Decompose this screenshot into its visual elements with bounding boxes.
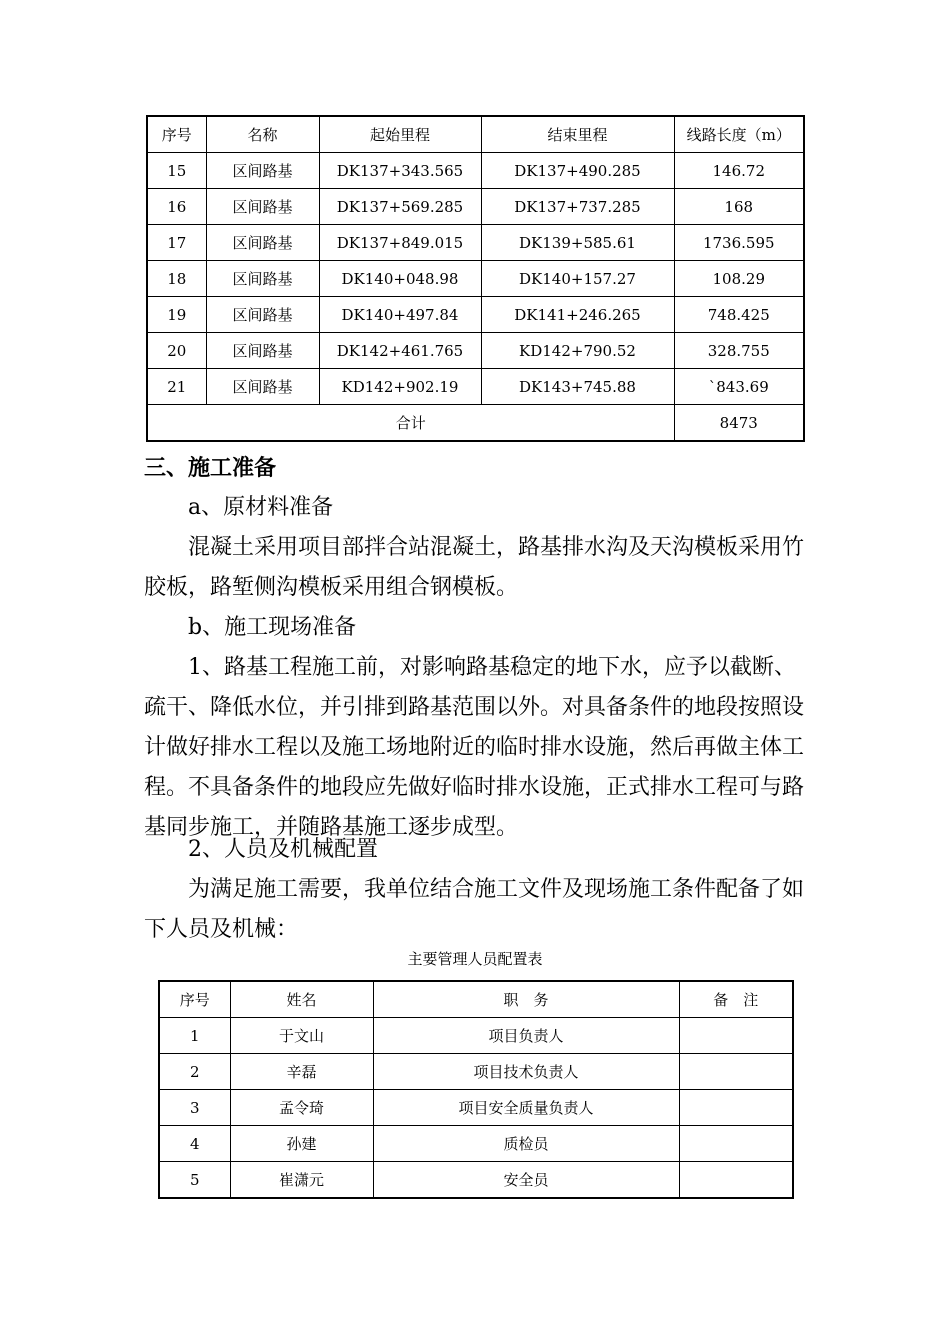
- table-header-row: [147, 116, 804, 153]
- table-cell: 1736.595: [674, 225, 804, 261]
- table-cell: 748.425: [674, 297, 804, 333]
- staff-table: [158, 980, 794, 1199]
- table-row: [159, 1162, 793, 1199]
- table-cell: [679, 1090, 793, 1126]
- header-cell: 序号: [159, 981, 230, 1018]
- table-cell: `843.69: [674, 369, 804, 405]
- header-cell: 名称: [206, 116, 319, 153]
- table-cell: DK140+157.27: [481, 261, 674, 297]
- table-row: [147, 153, 804, 189]
- table-cell: 区间路基: [206, 189, 319, 225]
- sub-heading-site: b、施工现场准备: [188, 615, 357, 640]
- table-cell: [679, 1162, 793, 1199]
- table-cell: KD142+902.19: [319, 369, 481, 405]
- table-cell: DK143+745.88: [481, 369, 674, 405]
- table-cell: 21: [147, 369, 206, 405]
- paragraph-staffing: 为满足施工需要，我单位结合施工文件及现场施工条件配备了如下人员及机械：: [144, 877, 805, 942]
- table-cell: [679, 1126, 793, 1162]
- table-cell: 15: [147, 153, 206, 189]
- total-value: 8473: [674, 405, 804, 442]
- table-cell: DK141+246.265: [481, 297, 674, 333]
- table-cell: 区间路基: [206, 333, 319, 369]
- table-cell: DK140+497.84: [319, 297, 481, 333]
- table-cell: [679, 1054, 793, 1090]
- header-cell: 起始里程: [319, 116, 481, 153]
- header-cell: 备 注: [679, 981, 793, 1018]
- table-cell: 1: [159, 1018, 230, 1054]
- table-cell: 于文山: [230, 1018, 373, 1054]
- table-row: [147, 261, 804, 297]
- table-cell: DK140+048.98: [319, 261, 481, 297]
- table-cell: 168: [674, 189, 804, 225]
- mileage-table: [146, 115, 805, 442]
- table-cell: DK137+569.285: [319, 189, 481, 225]
- table-cell: DK137+490.285: [481, 153, 674, 189]
- table-cell: 区间路基: [206, 261, 319, 297]
- table-cell: 质检员: [373, 1126, 679, 1162]
- table-cell: KD142+790.52: [481, 333, 674, 369]
- table-cell: 区间路基: [206, 297, 319, 333]
- table-cell: 3: [159, 1090, 230, 1126]
- table-row: [147, 333, 804, 369]
- table-row: [147, 225, 804, 261]
- sub-heading-staffing: 2、人员及机械配置: [188, 837, 378, 862]
- table-header-row: [159, 981, 793, 1018]
- table-cell: 146.72: [674, 153, 804, 189]
- table-row: [159, 1054, 793, 1090]
- table-cell: DK139+585.61: [481, 225, 674, 261]
- table-cell: 区间路基: [206, 369, 319, 405]
- paragraph-site-prep: 1、路基工程施工前，对影响路基稳定的地下水，应予以截断、疏干、降低水位，并引排到路基范围以外。对具备条件的地段按照设计做好排水工程以及施工场地附近的临时排水设施，然后再做主体工程。不具备条件的地段应先做好临时排水设施，正式排水工程可与路基同步施工，并随路基施工逐步成型。: [144, 655, 805, 840]
- table-cell: DK137+343.565: [319, 153, 481, 189]
- sub-heading-materials: a、原材料准备: [188, 495, 334, 520]
- table-cell: 108.29: [674, 261, 804, 297]
- table-cell: 项目负责人: [373, 1018, 679, 1054]
- table-caption: 主要管理人员配置表: [407, 950, 543, 968]
- table-cell: 5: [159, 1162, 230, 1199]
- total-row: [147, 405, 804, 442]
- header-cell: 线路长度（m）: [674, 116, 804, 153]
- table-row: [147, 297, 804, 333]
- table-row: [147, 189, 804, 225]
- table-cell: 19: [147, 297, 206, 333]
- table-cell: DK137+737.285: [481, 189, 674, 225]
- table-row: [159, 1018, 793, 1054]
- table-cell: 18: [147, 261, 206, 297]
- table-cell: 孙建: [230, 1126, 373, 1162]
- header-cell: 结束里程: [481, 116, 674, 153]
- header-cell: 姓名: [230, 981, 373, 1018]
- table-row: [147, 369, 804, 405]
- table-cell: [679, 1018, 793, 1054]
- table-cell: 辛磊: [230, 1054, 373, 1090]
- paragraph-materials: 混凝土采用项目部拌合站混凝土，路基排水沟及天沟模板采用竹胶板，路堑侧沟模板采用组合钢模板。: [144, 535, 805, 600]
- table-cell: 20: [147, 333, 206, 369]
- total-label: 合计: [147, 405, 674, 442]
- table-cell: 4: [159, 1126, 230, 1162]
- table-cell: 16: [147, 189, 206, 225]
- header-cell: 职 务: [373, 981, 679, 1018]
- table-cell: DK142+461.765: [319, 333, 481, 369]
- table-cell: 崔潇元: [230, 1162, 373, 1199]
- table-cell: DK137+849.015: [319, 225, 481, 261]
- table-cell: 区间路基: [206, 153, 319, 189]
- table-row: [159, 1126, 793, 1162]
- table-cell: 17: [147, 225, 206, 261]
- header-cell: 序号: [147, 116, 206, 153]
- table-cell: 项目技术负责人: [373, 1054, 679, 1090]
- table-cell: 孟令琦: [230, 1090, 373, 1126]
- table-cell: 区间路基: [206, 225, 319, 261]
- table-cell: 安全员: [373, 1162, 679, 1199]
- table-cell: 项目安全质量负责人: [373, 1090, 679, 1126]
- table-row: [159, 1090, 793, 1126]
- table-cell: 2: [159, 1054, 230, 1090]
- table-cell: 328.755: [674, 333, 804, 369]
- section-heading: 三、施工准备: [144, 455, 277, 481]
